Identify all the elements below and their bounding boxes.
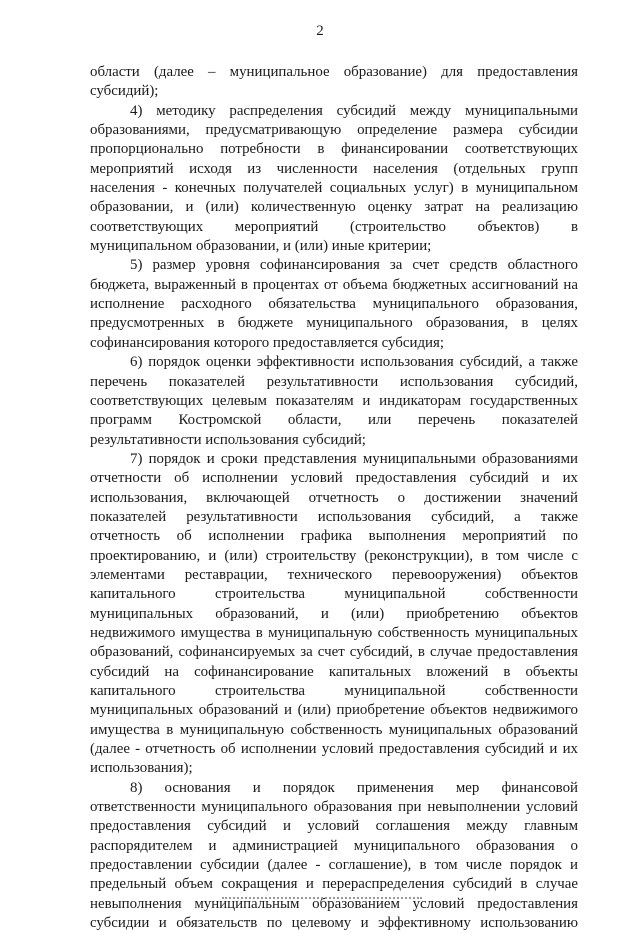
text-line: (далее - отчетность об исполнении условий предоставления субсидий и их	[90, 741, 578, 758]
text-line: невыполнения муниципальным образованием условий предоставления	[90, 895, 578, 912]
text-line: предельный объем сокращения и перераспределения субсидий в случае	[90, 876, 578, 893]
text-line: отчетность об исполнении графика выполнения мероприятий по	[90, 528, 578, 545]
text-line: пропорционально потребности в финансировании соответствующих	[90, 141, 578, 158]
text-line: населения - конечных получателей социальных услуг) в муниципальном	[90, 180, 578, 197]
text-line: муниципальных образований, и (или) приобретению объектов	[90, 605, 578, 622]
text-line: капитального строительства муниципальной собственности	[90, 683, 578, 699]
text-line: распорядителем и администрацией муниципального образования о	[90, 837, 578, 854]
text-line: образований, софинансируемых за счет субсидий, в случае предоставления	[90, 644, 578, 661]
text-line: имущества в муниципальную собственность муниципальных образований	[90, 721, 578, 738]
text-line: 4) методику распределения субсидий между муниципальными	[130, 102, 578, 119]
text-line: использования, включающей отчетность о достижении значений	[90, 489, 578, 506]
text-line: капитального строительства муниципальной собственности	[90, 586, 578, 603]
text-line: соответствующих целевым показателям и индикаторам государственных	[90, 392, 578, 409]
text-line: недвижимого имущества в муниципальную собственность муниципальных	[90, 624, 578, 641]
text-line: предоставлении субсидии (далее - соглашение), в том числе порядок и	[90, 857, 578, 874]
text-line: показателей результативности использования субсидий, а также	[90, 508, 578, 525]
text-line: перечень показателей результативности использования субсидий,	[90, 373, 578, 390]
scan-artifact-line	[222, 897, 422, 899]
text-line: бюджета, выраженный в процентах от объема бюджетных ассигнований на	[90, 276, 578, 293]
text-line: ответственности муниципального образования при невыполнении условий	[90, 799, 578, 816]
text-line: области (далее – муниципальное образование) для предоставления	[90, 64, 578, 80]
page-number: 2	[316, 23, 324, 39]
text-line: софинансирования которого предоставляется субсидия;	[90, 334, 444, 351]
document-body	[90, 63, 578, 933]
text-line: 6) порядок оценки эффективности использования субсидий, а также	[130, 354, 578, 371]
text-line: предоставления субсидий и условий соглашения между главным	[90, 818, 578, 835]
text-line: отчетности об исполнении условий предоставления субсидий и их	[90, 470, 578, 487]
text-line: муниципальном образовании, и (или) иные критерии;	[90, 238, 432, 255]
text-line: субсидий);	[90, 83, 159, 100]
text-line: 8) основания и порядок применения мер финансовой	[130, 779, 578, 796]
text-line: субсидии и обязательств по целевому и эффективному использованию	[90, 915, 578, 932]
text-line: муниципальных образований и (или) приобретение объектов недвижимого	[90, 702, 578, 719]
text-line: использования);	[90, 760, 193, 777]
text-line: 7) порядок и сроки представления муниципальными образованиями	[130, 450, 578, 467]
text-line: соответствующих мероприятий (строительство объектов) в	[90, 218, 578, 235]
text-line: исполнение расходного обязательства муниципального образования,	[90, 296, 578, 313]
text-line: результативности использования субсидий;	[90, 431, 366, 448]
text-line: образованиями, предусматривающую определение размера субсидии	[90, 122, 578, 139]
text-line: субсидий на софинансирование капитальных вложений в объекты	[90, 663, 578, 680]
text-line: проектированию, и (или) строительству (реконструкции), в том числе с	[90, 547, 578, 564]
text-line: 5) размер уровня софинансирования за счет средств областного	[130, 257, 578, 274]
text-line: мероприятий исходя из численности населения (отдельных групп	[90, 160, 578, 177]
text-line: программ Костромской области, или перечень показателей	[90, 412, 578, 429]
text-line: образовании, и (или) количественную оценку затрат на реализацию	[90, 199, 578, 216]
text-line: предусмотренных в бюджете муниципального образования, в целях	[90, 315, 578, 332]
text-line: элементами реставрации, технического перевооружения) объектов	[90, 566, 578, 583]
